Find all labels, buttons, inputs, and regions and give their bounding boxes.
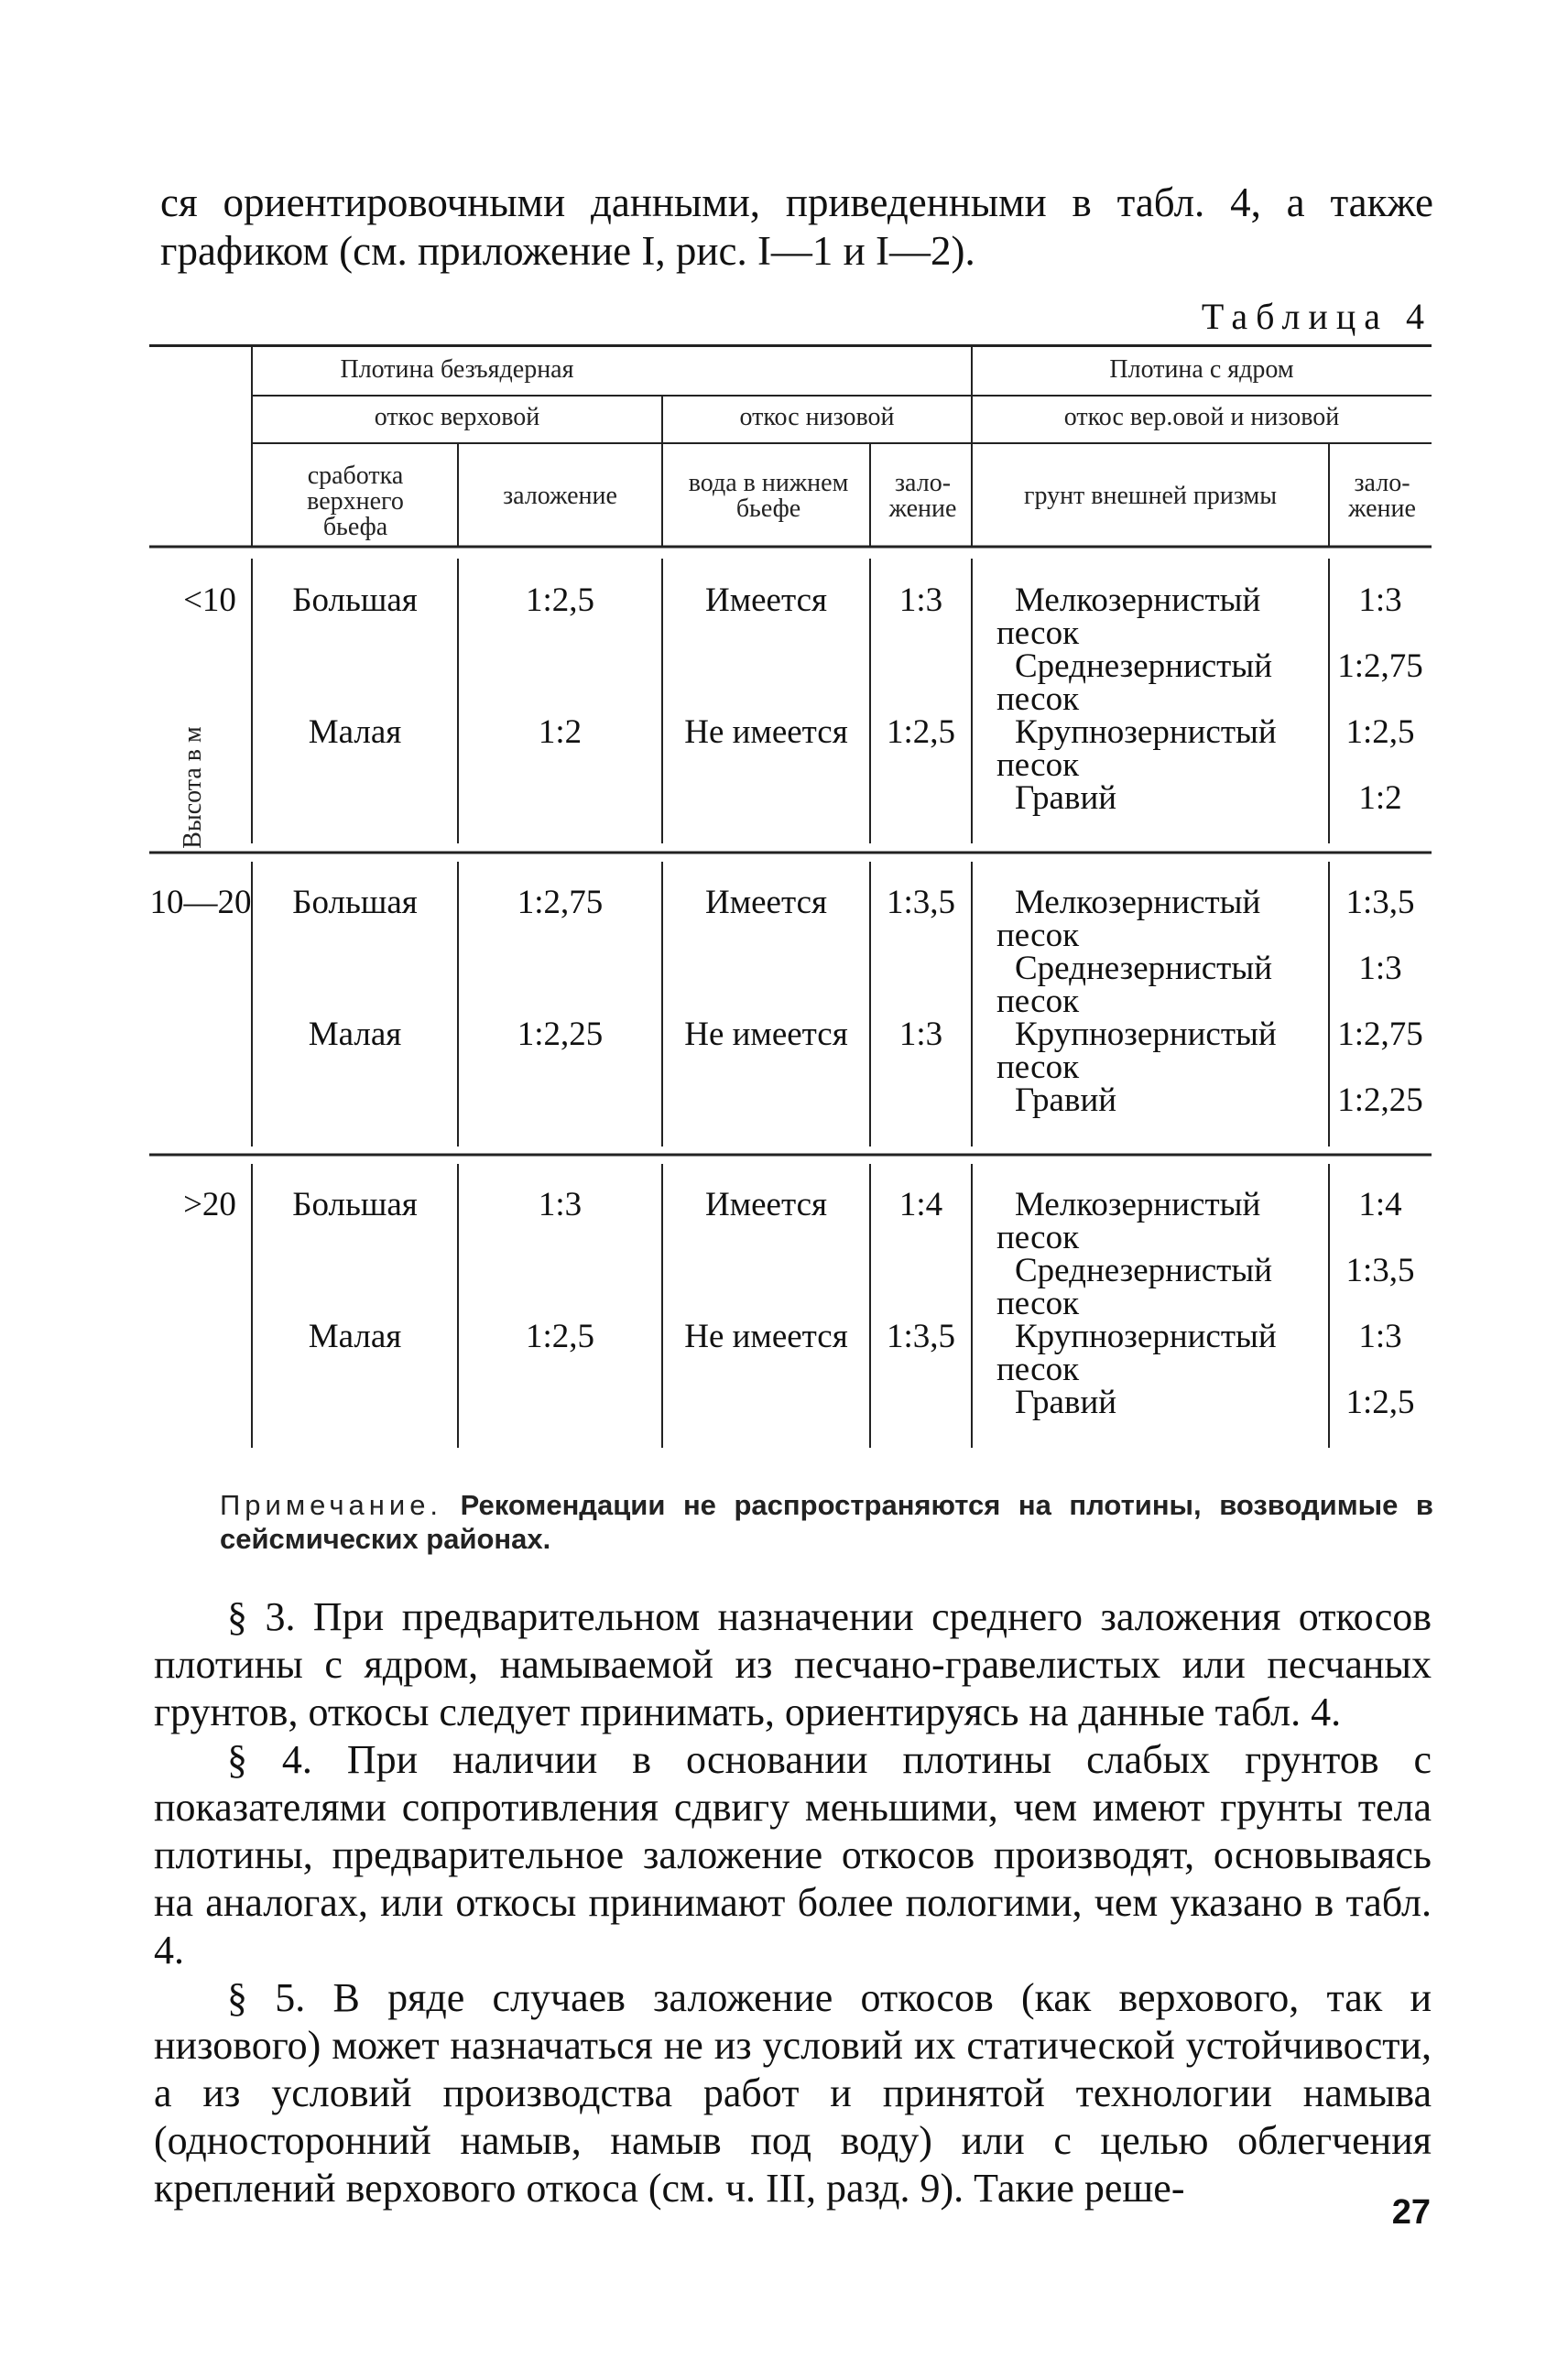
soil-cell-cont: песок [996, 1049, 1080, 1086]
tailwater-cell: Имеется [704, 581, 828, 619]
slope-up-cell: 1:2,75 [517, 884, 604, 921]
slope-core-cell: 1:3 [1358, 1318, 1402, 1355]
soil-cell-cont: песок [996, 680, 1080, 718]
slope-core-cell: 1:2,5 [1345, 1384, 1415, 1421]
slope-down-cell: 1:3,5 [886, 884, 956, 921]
slope-core-cell: 1:2,5 [1345, 713, 1415, 751]
slope-down-cell: 1:3 [898, 1016, 943, 1053]
slope-core-cell: 1:2 [1358, 779, 1402, 817]
tailwater-cell: Имеется [704, 1186, 828, 1223]
drawdown-cell: Большая [292, 581, 418, 619]
slope-core-cell: 1:3,5 [1345, 1252, 1415, 1289]
soil-cell-cont: песок [996, 917, 1080, 954]
slope-up-cell: 1:3 [538, 1186, 583, 1223]
slope-table [149, 344, 1432, 1457]
slope-down-cell: 1:3,5 [886, 1318, 956, 1355]
slope-core-cell: 1:2,25 [1337, 1081, 1423, 1119]
drawdown-cell: Большая [292, 884, 418, 921]
header-slope-up: заложение [503, 482, 617, 510]
tailwater-cell: Не имеется [684, 1318, 848, 1355]
table-note [220, 1488, 1433, 1556]
soil-cell-cont: песок [996, 746, 1080, 784]
soil-cell-cont: песок [996, 1351, 1080, 1388]
soil-cell: Среднезернистый [1015, 647, 1273, 685]
height-cell: <10 [183, 581, 236, 619]
header-group-core: Плотина с ядром [1109, 355, 1294, 384]
intro-paragraph [160, 179, 1433, 276]
height-cell: >20 [183, 1186, 236, 1223]
slope-core-cell: 1:2,75 [1337, 647, 1423, 685]
height-cell: 10—20 [149, 884, 252, 921]
drawdown-cell: Большая [292, 1186, 418, 1223]
header-drawdown: сработка верхнего бьефа [307, 462, 404, 541]
header-soil: грунт внешней призмы [1023, 482, 1278, 510]
soil-cell: Крупнозернистый [1015, 1016, 1277, 1053]
body-text [154, 1593, 1432, 2212]
slope-up-cell: 1:2 [538, 713, 583, 751]
note-text: Рекомендации не распространяются на плотины, возводимые в сейсмических районах. [220, 1489, 1433, 1555]
header-upstream-slope: откос верховой [374, 403, 540, 431]
drawdown-cell: Малая [308, 1016, 402, 1053]
soil-cell: Гравий [1015, 779, 1117, 817]
table-title: Таблица 4 [1201, 296, 1432, 337]
soil-cell: Мелкозернистый [1015, 581, 1261, 619]
header-group-no-core: Плотина безъядерная [340, 355, 574, 384]
slope-core-cell: 1:3,5 [1345, 884, 1415, 921]
header-core-slopes: откос вер.овой и низовой [1063, 403, 1340, 431]
soil-cell: Мелкозернистый [1015, 884, 1261, 921]
height-column-label: Высота в м [179, 726, 207, 849]
slope-up-cell: 1:2,5 [525, 1318, 595, 1355]
soil-cell-cont: песок [996, 1285, 1080, 1322]
header-downstream-slope: откос низовой [739, 403, 895, 431]
soil-cell: Гравий [1015, 1081, 1117, 1119]
slope-core-cell: 1:3 [1358, 581, 1402, 619]
slope-up-cell: 1:2,5 [525, 581, 595, 619]
soil-cell-cont: песок [996, 983, 1080, 1020]
paragraph-3: § 3. При предварительном назначении среднего заложения откосов плотины с ядром, намываемой из песчано-гравелистых или песчаных грунтов, откосы следует принимать, ориентируясь на данные табл. 4. [154, 1594, 1432, 1734]
slope-down-cell: 1:3 [898, 581, 943, 619]
note-label: Примечание. [220, 1489, 443, 1521]
page-number: 27 [1391, 2193, 1431, 2232]
soil-cell-cont: песок [996, 1219, 1080, 1256]
soil-cell-cont: песок [996, 614, 1080, 652]
tailwater-cell: Не имеется [684, 713, 848, 751]
soil-cell: Крупнозернистый [1015, 713, 1277, 751]
paragraph-4: § 4. При наличии в основании плотины слабых грунтов с показателями сопротивления сдвигу меньшими, чем имеют грунты тела плотины, предварительное заложение откосов производят, основываясь на аналогах, или откосы принимают более пологими, чем указано в табл. 4. [154, 1737, 1432, 1972]
header-slope-down: зало-жение [888, 469, 957, 523]
header-tailwater: вода в нижнем бьефе [688, 469, 849, 523]
header-slope-core: зало-жение [1348, 469, 1416, 523]
intro-text: ся ориентировочными данными, приведенными в табл. 4, а также графиком (см. приложение I, рис. I—1 и I—2). [160, 179, 1433, 274]
soil-cell: Среднезернистый [1015, 1252, 1273, 1289]
slope-down-cell: 1:2,5 [886, 713, 956, 751]
soil-cell: Среднезернистый [1015, 950, 1273, 987]
paragraph-5: § 5. В ряде случаев заложение откосов (как верхового, так и низового) может назначаться не из условий их статической устойчивости, а из условий производства работ и принятой технологии намыва (односторонний намыв, намыв под воду) или с целью облегчения креплений верхового откоса (см. ч. III, разд. 9). Такие реше- [154, 1975, 1432, 2211]
slope-core-cell: 1:4 [1358, 1186, 1402, 1223]
drawdown-cell: Малая [308, 1318, 402, 1355]
tailwater-cell: Не имеется [684, 1016, 848, 1053]
slope-core-cell: 1:2,75 [1337, 1016, 1423, 1053]
drawdown-cell: Малая [308, 713, 402, 751]
slope-down-cell: 1:4 [898, 1186, 943, 1223]
tailwater-cell: Имеется [704, 884, 828, 921]
soil-cell: Крупнозернистый [1015, 1318, 1277, 1355]
slope-up-cell: 1:2,25 [517, 1016, 604, 1053]
soil-cell: Гравий [1015, 1384, 1117, 1421]
slope-core-cell: 1:3 [1358, 950, 1402, 987]
soil-cell: Мелкозернистый [1015, 1186, 1261, 1223]
